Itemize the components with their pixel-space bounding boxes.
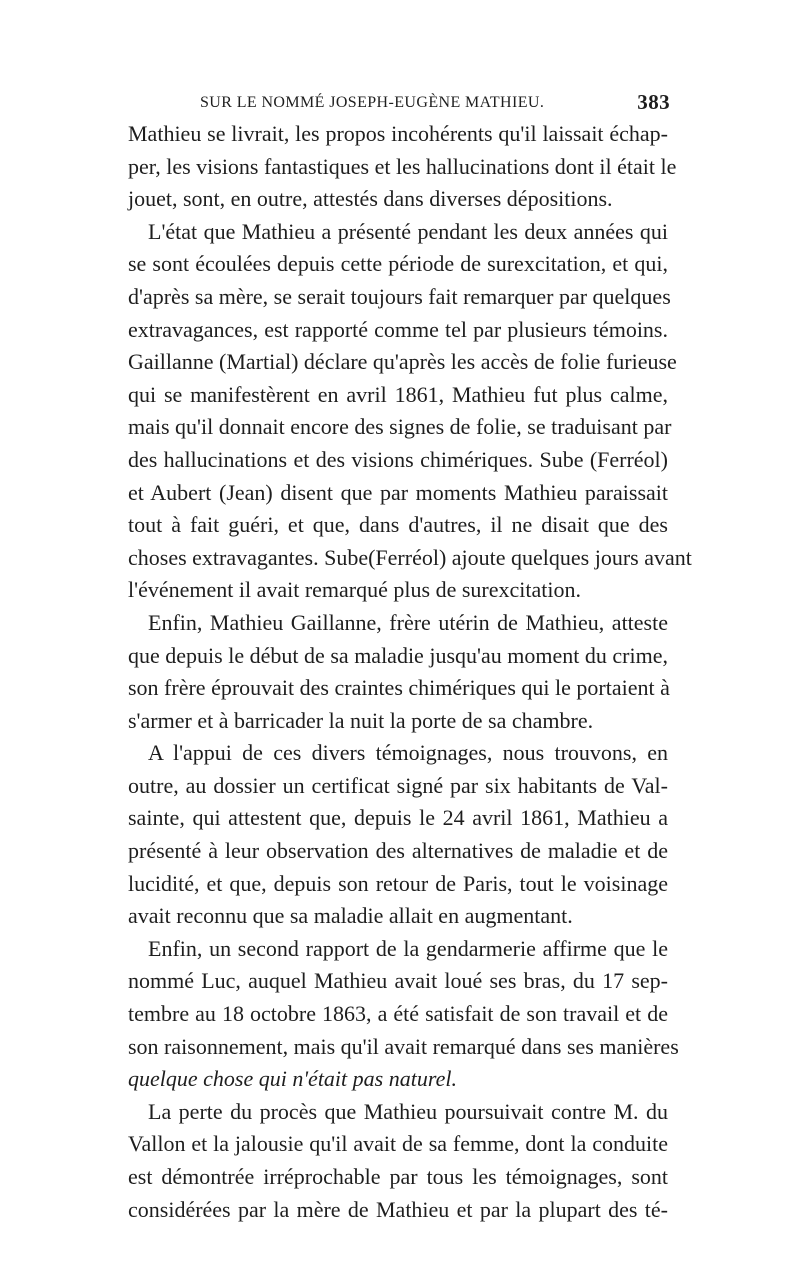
text-line: mais qu'il donnait encore des signes de folie, se traduisant par (128, 414, 672, 440)
text-line: L'état que Mathieu a présenté pendant les deux années qui (148, 218, 668, 244)
text-line: qui se manifestèrent en avril 1861, Mathieu fut plus calme, (128, 381, 668, 407)
text-line: sainte, qui attestent que, depuis le 24 avril 1861, Mathieu a (128, 805, 668, 831)
text-line: outre, au dossier un certificat signé par six habitants de Val- (128, 772, 668, 798)
text-line: s'armer et à barricader la nuit la porte de sa chambre. (128, 707, 594, 733)
text-line: Gaillanne (Martial) déclare qu'après les accès de folie furieuse (128, 349, 677, 375)
text-line: Vallon et la jalousie qu'il avait de sa femme, dont la conduite (128, 1131, 668, 1157)
text-line: Enfin, Mathieu Gaillanne, frère utérin de Mathieu, atteste (148, 609, 668, 635)
text-line: considérées par la mère de Mathieu et par la plupart des té- (128, 1196, 668, 1222)
running-title: SUR LE NOMMÉ JOSEPH-EUGÈNE MATHIEU. (200, 94, 545, 111)
text-line: Enfin, un second rapport de la gendarmerie affirme que le (148, 935, 668, 961)
text-line: présenté à leur observation des alternatives de maladie et de (128, 838, 668, 864)
text-line: son raisonnement, mais qu'il avait remarqué dans ses manières (128, 1033, 679, 1059)
text-body (128, 118, 692, 1226)
text-line: l'événement il avait remarqué plus de surexcitation. (128, 577, 581, 603)
text-line: avait reconnu que sa maladie allait en augmentant. (128, 903, 573, 929)
text-line: nommé Luc, auquel Mathieu avait loué ses bras, du 17 sep- (128, 968, 668, 994)
text-line: La perte du procès que Mathieu poursuivait contre M. du (148, 1098, 668, 1124)
text-line: et Aubert (Jean) disent que par moments Mathieu paraissait (128, 479, 668, 505)
text-line: que depuis le début de sa maladie jusqu'au moment du crime, (128, 642, 668, 668)
text-line: lucidité, et que, depuis son retour de Paris, tout le voisinage (128, 870, 668, 896)
text-line: extravagances, est rapporté comme tel par plusieurs témoins. (128, 316, 668, 342)
text-line: tout à fait guéri, et que, dans d'autres, il ne disait que des (128, 512, 668, 538)
text-line: d'après sa mère, se serait toujours fait remarquer par quelques (128, 283, 671, 309)
text-line: jouet, sont, en outre, attestés dans diverses dépositions. (128, 186, 613, 212)
text-line: est démontrée irréprochable par tous les témoignages, sont (128, 1164, 668, 1189)
text-line: A l'appui de ces divers témoignages, nous trouvons, en (148, 740, 668, 766)
text-line: choses extravagantes. Sube(Ferréol) ajoute quelques jours avant (128, 544, 692, 570)
italic-quote: quelque chose qui n'était pas naturel. (128, 1066, 457, 1092)
text-line: Mathieu se livrait, les propos incohérents qu'il laissait échap- (128, 121, 668, 146)
running-head (128, 90, 668, 116)
text-line: se sont écoulées depuis cette période de surexcitation, et qui, (128, 251, 668, 277)
text-line: per, les visions fantastiques et les hallucinations dont il était le (128, 153, 677, 179)
page-number: 383 (637, 90, 670, 114)
text-line: des hallucinations et des visions chimériques. Sube (Ferréol) (128, 446, 668, 472)
text-line: son frère éprouvait des craintes chimériques qui le portaient à (128, 675, 670, 701)
text-line-italic (128, 1063, 668, 1096)
text-line: tembre au 18 octobre 1863, a été satisfait de son travail et de (128, 1001, 668, 1027)
